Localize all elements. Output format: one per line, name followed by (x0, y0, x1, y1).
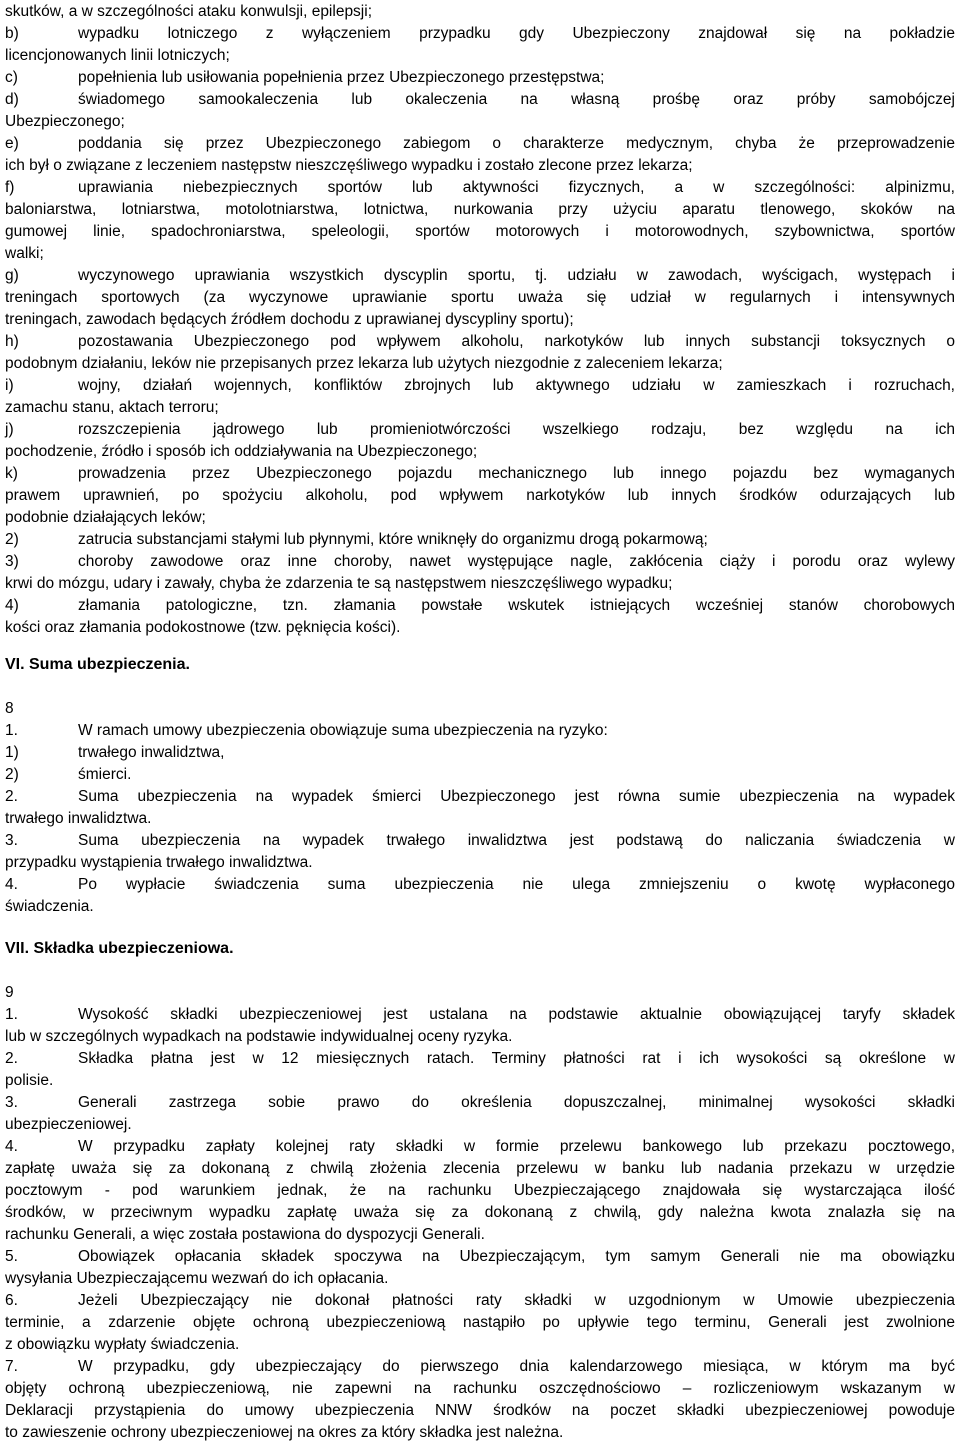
item-marker: 3) (5, 553, 19, 570)
text-line (5, 354, 955, 376)
item-text: trwałego inwalidztwa, (78, 744, 225, 761)
line-text: ich był o związane z leczeniem następstw nieszczęśliwego wypadku i zostało zlecone przez lekarza; (5, 157, 693, 174)
item-text: Generali zastrzega sobie prawo do określenia dopuszczalnej, minimalnej wysokości składki (78, 1094, 955, 1111)
text-line (5, 178, 955, 200)
heading-text: VII. Składka ubezpieczeniowa. (5, 940, 234, 957)
item-text: śmierci. (78, 766, 132, 783)
text-line (5, 1027, 955, 1049)
item-text: Po wypłacie świadczenia suma ubezpieczenia nie ulega zmniejszeniu o kwotę wypłaconego (78, 876, 955, 893)
text-line (5, 618, 955, 640)
text-line (5, 1093, 955, 1115)
line-text: podobnie działających leków; (5, 509, 206, 526)
text-line (5, 787, 955, 809)
section-heading (5, 655, 955, 677)
line-text: to zawieszenie ochrony ubezpieczeniowej na okres za który składka jest należna. (5, 1424, 564, 1441)
line-text: przypadku wystąpienia trwałego inwalidztwa. (5, 854, 313, 871)
item-text: W ramach umowy ubezpieczenia obowiązuje suma ubezpieczenia na ryzyko: (78, 722, 608, 739)
text-line (5, 875, 955, 897)
line-text: zapłatę uważa się za dokonaną z chwilą złożenia zlecenia przelewu w banku lub nadania przekazu w urzędzie (5, 1160, 955, 1177)
item-marker: f) (5, 179, 15, 196)
text-line (5, 1115, 955, 1137)
item-marker: 5. (5, 1248, 18, 1265)
line-text: zamachu stanu, aktach terroru; (5, 399, 219, 416)
line-text: Ubezpieczonego; (5, 113, 125, 130)
text-line (5, 1269, 955, 1291)
line-text: krwi do mózgu, udary i zawały, chyba że zdarzenia te są następstwem nieszczęśliwego wypadku; (5, 575, 673, 592)
text-line (5, 983, 955, 1005)
line-text: świadczenia. (5, 898, 94, 915)
item-marker: 2) (5, 531, 19, 548)
item-marker: 1. (5, 1006, 18, 1023)
item-marker: 3. (5, 1094, 18, 1111)
line-text: gumowej linie, spadochroniarstwa, speleologii, sportów motorowych i motorowodnych, szybownictwa, sportów (5, 223, 955, 240)
item-marker: 1. (5, 722, 18, 739)
line-text: licencjonowanych linii lotniczych; (5, 47, 230, 64)
item-marker: 2) (5, 766, 19, 783)
item-text: wyczynowego uprawiania wszystkich dyscyplin sportu, tj. udziału w zawodach, wyścigach, występach i (78, 267, 955, 284)
line-text: polisie. (5, 1072, 54, 1089)
text-line (5, 1291, 955, 1313)
text-line (5, 1137, 955, 1159)
item-text: poddania się przez Ubezpieczonego zabiegom o charakterze medycznym, chyba że przeprowadzenie (78, 135, 955, 152)
line-text: 9 (5, 984, 14, 1001)
item-text: W przypadku, gdy ubezpieczający do pierwszego dnia kalendarzowego miesiąca, w którym ma być (78, 1358, 955, 1375)
line-text: środków, w przeciwnym wypadku zapłatę uważa się za dokonaną z chwilą, gdy należna kwota znalazła się na (5, 1204, 955, 1221)
item-marker: 4) (5, 597, 19, 614)
item-marker: b) (5, 25, 19, 42)
text-line (5, 1335, 955, 1357)
text-line (5, 596, 955, 618)
text-line (5, 1225, 955, 1247)
text-line (5, 442, 955, 464)
item-text: Suma ubezpieczenia na wypadek trwałego inwalidztwa jest podstawą do naliczania świadczenia w (78, 832, 955, 849)
line-text: treningach sportowych (za wyczynowe uprawianie sportu uważa się udział w regularnych i intensywnych (5, 289, 955, 306)
text-line (5, 46, 955, 68)
text-line (5, 200, 955, 222)
line-text: walki; (5, 245, 44, 262)
item-text: rozszczepienia jądrowego lub promieniotwórczości wszelkiego rodzaju, bez względu na ich (78, 421, 955, 438)
item-text: Obowiązek opłacania składek spoczywa na Ubezpieczającym, tym samym Generali nie ma obowiązku (78, 1248, 955, 1265)
item-marker: k) (5, 465, 18, 482)
text-line (5, 332, 955, 354)
item-text: zatrucia substancjami stałymi lub płynnymi, które wniknęły do organizmu drogą pokarmową; (78, 531, 708, 548)
item-text: świadomego samookaleczenia lub okaleczenia na własną prośbę oraz próby samobójczej (78, 91, 955, 108)
text-line (5, 266, 955, 288)
text-line (5, 222, 955, 244)
text-line (5, 897, 955, 919)
line-text: Deklaracji przystąpienia do umowy ubezpieczenia NNW środków na poczet składki ubezpieczeniowej powoduje (5, 1402, 955, 1419)
item-marker: e) (5, 135, 19, 152)
text-line (5, 1159, 955, 1181)
text-line (5, 809, 955, 831)
text-line (5, 552, 955, 574)
item-text: pozostawania Ubezpieczonego pod wpływem alkoholu, narkotyków lub innych substancji toksycznych o (78, 333, 955, 350)
text-line (5, 1005, 955, 1027)
text-line (5, 831, 955, 853)
line-text: ubezpieczeniowej. (5, 1116, 132, 1133)
item-marker: j) (5, 421, 14, 438)
line-text: trwałego inwalidztwa. (5, 810, 152, 827)
text-line (5, 743, 955, 765)
text-line (5, 699, 955, 721)
item-text: Jeżeli Ubezpieczający nie dokonał płatności raty składki w uzgodnionym w Umowie ubezpieczenia (78, 1292, 955, 1309)
text-line (5, 398, 955, 420)
line-text: 8 (5, 700, 14, 717)
item-text: W przypadku zapłaty kolejnej raty składki w formie przelewu bankowego lub przekazu pocztowego, (78, 1138, 955, 1155)
item-marker: d) (5, 91, 19, 108)
line-text: skutków, a w szczególności ataku konwulsji, epilepsji; (5, 3, 373, 20)
item-text: choroby zawodowe oraz inne choroby, nawet występujące nagle, zakłócenia ciąży i porodu oraz wylewy (78, 553, 955, 570)
text-line (5, 721, 955, 743)
text-line (5, 1247, 955, 1269)
line-text: kości oraz złamania podokostnowe (tzw. pęknięcia kości). (5, 619, 401, 636)
item-marker: 2. (5, 788, 18, 805)
line-text: treningach, zawodach będących źródłem dochodu z uprawianej dyscypliny sportu); (5, 311, 574, 328)
item-marker: c) (5, 69, 18, 86)
text-line (5, 310, 955, 332)
line-text: wysyłania Ubezpieczającemu wezwań do ich opłacania. (5, 1270, 389, 1287)
text-line (5, 68, 955, 90)
heading-text: VI. Suma ubezpieczenia. (5, 656, 190, 673)
text-line (5, 1379, 955, 1401)
text-line (5, 420, 955, 442)
text-line (5, 1181, 955, 1203)
item-marker: 4. (5, 876, 18, 893)
text-line (5, 112, 955, 134)
text-line (5, 530, 955, 552)
text-line (5, 508, 955, 530)
text-line (5, 288, 955, 310)
line-text: z obowiązku wypłaty świadczenia. (5, 1336, 240, 1353)
line-text: pochodzenie, źródło i sposób ich oddziaływania na Ubezpieczonego; (5, 443, 478, 460)
line-text: terminie, a zdarzenie objęte ochroną ubezpieczeniową nastąpiło po upływie tego terminu, Generali jest zwolnione (5, 1314, 955, 1331)
text-line (5, 853, 955, 875)
section-heading (5, 939, 955, 961)
text-line (5, 90, 955, 112)
item-marker: 7. (5, 1358, 18, 1375)
item-marker: h) (5, 333, 19, 350)
item-text: wojny, działań wojennych, konfliktów zbrojnych lub aktywnego udziału w zamieszkach i rozruchach, (78, 377, 955, 394)
item-text: prowadzenia przez Ubezpieczonego pojazdu mechanicznego lub innego pojazdu bez wymaganych (78, 465, 955, 482)
item-text: uprawiania niebezpiecznych sportów lub aktywności fizycznych, a w szczególności: alpinizmu, (78, 179, 955, 196)
line-text: podobnym działaniu, leków nie przepisanych przez lekarza lub użytych niezgodnie z zaleceniem lekarza; (5, 355, 723, 372)
text-line (5, 2, 955, 24)
item-text: Wysokość składki ubezpieczeniowej jest ustalana na podstawie aktualnie obowiązującej taryfy składek (78, 1006, 955, 1023)
text-line (5, 1049, 955, 1071)
item-text: Składka płatna jest w 12 miesięcznych ratach. Terminy płatności rat i ich wysokości są określone w (78, 1050, 955, 1067)
text-line (5, 156, 955, 178)
item-text: wypadku lotniczego z wyłączeniem przypadku gdy Ubezpieczony znajdował się na pokładzie (78, 25, 955, 42)
item-marker: 3. (5, 832, 18, 849)
text-line (5, 1357, 955, 1379)
item-marker: i) (5, 377, 14, 394)
text-line (5, 1401, 955, 1423)
line-text: lub w szczególnych wypadkach na podstawie indywidualnej oceny ryzyka. (5, 1028, 513, 1045)
text-line (5, 134, 955, 156)
text-line (5, 486, 955, 508)
text-line (5, 1071, 955, 1093)
line-text: pocztowym - pod warunkiem jednak, że na rachunku Ubezpieczającego znajdowała się wystarczająca ilość (5, 1182, 955, 1199)
text-line (5, 244, 955, 266)
text-line (5, 765, 955, 787)
text-line (5, 1313, 955, 1335)
item-marker: 1) (5, 744, 19, 761)
item-text: popełnienia lub usiłowania popełnienia przez Ubezpieczonego przestępstwa; (78, 69, 605, 86)
line-text: rachunku Generali, a więc została postawiona do dyspozycji Generali. (5, 1226, 485, 1243)
line-text: prawem uprawnień, po spożyciu alkoholu, pod wpływem narkotyków lub innych środków odurzających lub (5, 487, 955, 504)
item-marker: g) (5, 267, 19, 284)
item-text: złamania patologiczne, tzn. złamania powstałe wskutek istniejących wcześniej stanów chorobowych (78, 597, 955, 614)
item-marker: 6. (5, 1292, 18, 1309)
text-line (5, 24, 955, 46)
item-marker: 4. (5, 1138, 18, 1155)
text-line (5, 1203, 955, 1225)
line-text: objęty ochroną ubezpieczeniową, nie zapewni na rachunku oszczędnościowo – rozliczeniowym wskazanym w (5, 1380, 955, 1397)
text-line (5, 464, 955, 486)
text-line (5, 376, 955, 398)
line-text: baloniarstwa, lotniarstwa, motolotniarstwa, lotnictwa, nurkowania przy użyciu aparatu tlenowego, skoków na (5, 201, 955, 218)
item-text: Suma ubezpieczenia na wypadek śmierci Ubezpieczonego jest równa sumie ubezpieczenia na wypadek (78, 788, 955, 805)
text-line (5, 574, 955, 596)
item-marker: 2. (5, 1050, 18, 1067)
